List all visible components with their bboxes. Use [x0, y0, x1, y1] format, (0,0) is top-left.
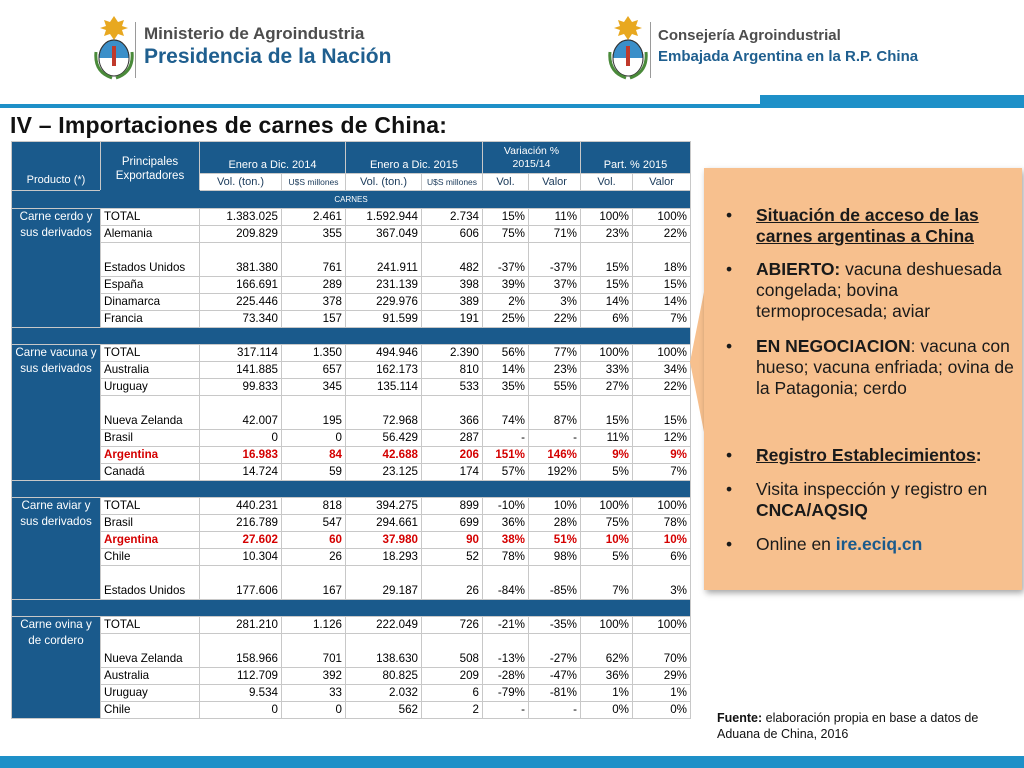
value-cell-v14: 225.446 [200, 293, 282, 310]
value-cell-vval: 55% [529, 378, 581, 395]
value-cell-pv: 36% [581, 667, 633, 684]
exporter-cell: Brasil [101, 514, 200, 531]
table-row [12, 531, 691, 548]
value-cell-pval: 3% [633, 565, 691, 599]
table-row [12, 701, 691, 718]
table-row [12, 633, 691, 667]
abierto-lead: ABIERTO: [756, 259, 841, 279]
top-accent-gap [0, 95, 760, 104]
table-row [12, 616, 691, 633]
exporter-cell: Dinamarca [101, 293, 200, 310]
value-cell-pval: 6% [633, 548, 691, 565]
value-cell-pval: 34% [633, 361, 691, 378]
value-cell-v14: 27.602 [200, 531, 282, 548]
value-cell-vv: - [483, 701, 529, 718]
separator-cell [12, 480, 691, 497]
value-cell-u15: 398 [422, 276, 483, 293]
value-cell-vval: 23% [529, 361, 581, 378]
value-cell-vval: 37% [529, 276, 581, 293]
table-row [12, 565, 691, 599]
value-cell-v14: 1.383.025 [200, 208, 282, 225]
exporter-cell: Alemania [101, 225, 200, 242]
value-cell-u14: 657 [282, 361, 346, 378]
value-cell-u14: 157 [282, 310, 346, 327]
group-separator [12, 599, 691, 616]
value-cell-v15: 42.688 [346, 446, 422, 463]
value-cell-pv: 9% [581, 446, 633, 463]
value-cell-vv: 14% [483, 361, 529, 378]
value-cell-pv: 5% [581, 548, 633, 565]
exporter-cell: Chile [101, 548, 200, 565]
bullet-dot: • [726, 336, 733, 356]
sub-vol-2015: Vol. (ton.) [346, 174, 422, 191]
value-cell-pval: 14% [633, 293, 691, 310]
value-cell-u15: 533 [422, 378, 483, 395]
table-row [12, 208, 691, 225]
value-cell-pval: 22% [633, 378, 691, 395]
value-cell-vval: 51% [529, 531, 581, 548]
negociacion-lead: EN NEGOCIACION [756, 336, 911, 356]
value-cell-v14: 209.829 [200, 225, 282, 242]
table-row [12, 276, 691, 293]
value-cell-u14: 1.350 [282, 344, 346, 361]
value-cell-v15: 394.275 [346, 497, 422, 514]
value-cell-vv: 36% [483, 514, 529, 531]
value-cell-v15: 1.592.944 [346, 208, 422, 225]
exporter-cell: Estados Unidos [101, 242, 200, 276]
value-cell-pval: 78% [633, 514, 691, 531]
value-cell-vv: 35% [483, 378, 529, 395]
bullet-registro [726, 445, 1016, 466]
value-cell-pval: 100% [633, 344, 691, 361]
value-cell-v14: 10.304 [200, 548, 282, 565]
product-cell: Carne cerdo y sus derivados [12, 208, 101, 327]
value-cell-vv: 74% [483, 395, 529, 429]
table-body [12, 208, 691, 718]
col-enero-2015: Enero a Dic. 2015 [346, 142, 483, 174]
value-cell-vval: 22% [529, 310, 581, 327]
carnes-band: CARNES [12, 191, 691, 209]
value-cell-v15: 80.825 [346, 667, 422, 684]
bullet-negociacion [726, 336, 1016, 399]
value-cell-u14: 355 [282, 225, 346, 242]
online-text: Online en [756, 534, 836, 554]
value-cell-u15: 2 [422, 701, 483, 718]
header-divider [650, 22, 651, 78]
bullet-dot: • [726, 259, 733, 279]
bottom-accent-bar [0, 756, 1024, 768]
bullet-acceso [726, 205, 1016, 247]
bullet-dot: • [726, 205, 733, 225]
value-cell-v14: 381.380 [200, 242, 282, 276]
value-cell-pv: 7% [581, 565, 633, 599]
table-row [12, 667, 691, 684]
value-cell-u15: 191 [422, 310, 483, 327]
value-cell-u14: 0 [282, 701, 346, 718]
sub-part-valor: Valor [633, 174, 691, 191]
value-cell-u14: 547 [282, 514, 346, 531]
value-cell-u14: 378 [282, 293, 346, 310]
value-cell-vval: -35% [529, 616, 581, 633]
value-cell-v15: 56.429 [346, 429, 422, 446]
value-cell-v14: 42.007 [200, 395, 282, 429]
table-row [12, 463, 691, 480]
sub-vol-2014: Vol. (ton.) [200, 174, 282, 191]
exporter-cell: TOTAL [101, 344, 200, 361]
imports-table [11, 141, 691, 719]
ire-link[interactable]: ire.eciq.cn [835, 534, 923, 554]
value-cell-u14: 84 [282, 446, 346, 463]
table-row [12, 395, 691, 429]
value-cell-v14: 216.789 [200, 514, 282, 531]
value-cell-vval: 11% [529, 208, 581, 225]
col-enero-2014: Enero a Dic. 2014 [200, 142, 346, 174]
value-cell-v14: 112.709 [200, 667, 282, 684]
coat-of-arms-icon [92, 12, 136, 82]
bullet-dot: • [726, 445, 733, 465]
value-cell-pval: 70% [633, 633, 691, 667]
exporter-cell: Australia [101, 667, 200, 684]
value-cell-vv: 2% [483, 293, 529, 310]
value-cell-u15: 508 [422, 633, 483, 667]
value-cell-pv: 1% [581, 684, 633, 701]
table-row [12, 378, 691, 395]
value-cell-u15: 726 [422, 616, 483, 633]
value-cell-vval: 10% [529, 497, 581, 514]
value-cell-pv: 11% [581, 429, 633, 446]
value-cell-u15: 899 [422, 497, 483, 514]
value-cell-pv: 33% [581, 361, 633, 378]
exporter-cell: Argentina [101, 531, 200, 548]
value-cell-u15: 699 [422, 514, 483, 531]
ministerio-name: Ministerio de Agroindustria [144, 24, 365, 43]
col-part: Part. % 2015 [581, 142, 691, 174]
separator-cell [12, 599, 691, 616]
value-cell-v14: 0 [200, 701, 282, 718]
exporter-cell: TOTAL [101, 497, 200, 514]
value-cell-u14: 701 [282, 633, 346, 667]
value-cell-pv: 15% [581, 276, 633, 293]
value-cell-u15: 174 [422, 463, 483, 480]
value-cell-u14: 59 [282, 463, 346, 480]
value-cell-pv: 100% [581, 616, 633, 633]
value-cell-vv: -79% [483, 684, 529, 701]
value-cell-pval: 10% [633, 531, 691, 548]
value-cell-vv: 78% [483, 548, 529, 565]
value-cell-vv: -13% [483, 633, 529, 667]
sub-usd-2014: U$S millones [282, 174, 346, 191]
value-cell-pval: 15% [633, 276, 691, 293]
table-row [12, 497, 691, 514]
value-cell-v14: 99.833 [200, 378, 282, 395]
value-cell-v15: 135.114 [346, 378, 422, 395]
table-row [12, 446, 691, 463]
value-cell-u14: 26 [282, 548, 346, 565]
table-row [12, 361, 691, 378]
value-cell-v15: 29.187 [346, 565, 422, 599]
value-cell-u15: 2.734 [422, 208, 483, 225]
exporter-cell: Brasil [101, 429, 200, 446]
value-cell-vv: 39% [483, 276, 529, 293]
value-cell-v14: 9.534 [200, 684, 282, 701]
value-cell-vval: -85% [529, 565, 581, 599]
value-cell-vval: 146% [529, 446, 581, 463]
value-cell-u14: 761 [282, 242, 346, 276]
value-cell-vv: -21% [483, 616, 529, 633]
value-cell-v15: 91.599 [346, 310, 422, 327]
value-cell-u14: 392 [282, 667, 346, 684]
value-cell-pv: 0% [581, 701, 633, 718]
exporter-cell: Australia [101, 361, 200, 378]
value-cell-u14: 0 [282, 429, 346, 446]
exporter-cell: España [101, 276, 200, 293]
value-cell-u15: 6 [422, 684, 483, 701]
value-cell-u14: 2.461 [282, 208, 346, 225]
header-divider [135, 22, 136, 78]
value-cell-vv: 15% [483, 208, 529, 225]
value-cell-vval: -27% [529, 633, 581, 667]
value-cell-v14: 166.691 [200, 276, 282, 293]
value-cell-v15: 162.173 [346, 361, 422, 378]
value-cell-vval: 3% [529, 293, 581, 310]
ministerio-logo [92, 12, 391, 82]
table-row [12, 684, 691, 701]
group-separator [12, 327, 691, 344]
page-title: IV – Importaciones de carnes de China: [10, 112, 448, 138]
value-cell-u15: 482 [422, 242, 483, 276]
table-row [12, 310, 691, 327]
value-cell-u15: 90 [422, 531, 483, 548]
separator-cell [12, 327, 691, 344]
abierto-text: vacuna deshuesada congelada; bovina termoprocesada; aviar [756, 259, 1002, 321]
value-cell-v15: 494.946 [346, 344, 422, 361]
exporter-cell: Nueva Zelanda [101, 633, 200, 667]
value-cell-u15: 52 [422, 548, 483, 565]
group-separator [12, 480, 691, 497]
table-row [12, 293, 691, 310]
value-cell-u15: 810 [422, 361, 483, 378]
value-cell-v14: 158.966 [200, 633, 282, 667]
value-cell-pv: 27% [581, 378, 633, 395]
value-cell-vv: -10% [483, 497, 529, 514]
acceso-heading: Situación de acceso de las carnes argentinas a China [756, 205, 979, 246]
value-cell-u15: 366 [422, 395, 483, 429]
bullet-dot: • [726, 534, 733, 554]
exporter-cell: Uruguay [101, 378, 200, 395]
value-cell-u14: 195 [282, 395, 346, 429]
exporter-cell: Uruguay [101, 684, 200, 701]
bullet-abierto [726, 259, 1016, 322]
coat-of-arms-icon [606, 12, 650, 82]
value-cell-pval: 7% [633, 463, 691, 480]
value-cell-pv: 14% [581, 293, 633, 310]
value-cell-pv: 62% [581, 633, 633, 667]
value-cell-u14: 60 [282, 531, 346, 548]
table-row [12, 344, 691, 361]
sub-part-vol: Vol. [581, 174, 633, 191]
sub-usd-2015: U$S millones [422, 174, 483, 191]
value-cell-u14: 167 [282, 565, 346, 599]
value-cell-v15: 367.049 [346, 225, 422, 242]
value-cell-vv: 38% [483, 531, 529, 548]
value-cell-pv: 23% [581, 225, 633, 242]
value-cell-pval: 15% [633, 395, 691, 429]
value-cell-pv: 5% [581, 463, 633, 480]
table-row [12, 514, 691, 531]
value-cell-pv: 15% [581, 395, 633, 429]
exporter-cell: Argentina [101, 446, 200, 463]
value-cell-vv: -28% [483, 667, 529, 684]
value-cell-vval: 98% [529, 548, 581, 565]
product-cell: Carne aviar y sus derivados [12, 497, 101, 599]
source-lead: Fuente: [717, 711, 763, 725]
value-cell-v14: 73.340 [200, 310, 282, 327]
value-cell-u15: 389 [422, 293, 483, 310]
value-cell-v15: 37.980 [346, 531, 422, 548]
value-cell-pval: 100% [633, 497, 691, 514]
value-cell-pval: 7% [633, 310, 691, 327]
exporter-cell: Francia [101, 310, 200, 327]
bullet-dot: • [726, 479, 733, 499]
value-cell-v14: 14.724 [200, 463, 282, 480]
col-variacion: Variación % 2015/14 [483, 142, 581, 174]
value-cell-v15: 229.976 [346, 293, 422, 310]
value-cell-v15: 72.968 [346, 395, 422, 429]
value-cell-pv: 100% [581, 497, 633, 514]
value-cell-vval: 71% [529, 225, 581, 242]
value-cell-vv: 25% [483, 310, 529, 327]
product-cell: Carne ovina y de cordero [12, 616, 101, 718]
value-cell-v15: 18.293 [346, 548, 422, 565]
value-cell-vv: -84% [483, 565, 529, 599]
value-cell-vval: - [529, 429, 581, 446]
value-cell-vval: 192% [529, 463, 581, 480]
exporter-cell: TOTAL [101, 208, 200, 225]
value-cell-v14: 317.114 [200, 344, 282, 361]
value-cell-v14: 440.231 [200, 497, 282, 514]
embajada-name: Embajada Argentina en la R.P. China [658, 48, 919, 65]
value-cell-vval: -81% [529, 684, 581, 701]
value-cell-vv: 57% [483, 463, 529, 480]
table-row [12, 242, 691, 276]
bullet-online [726, 534, 1016, 555]
col-principales: Principales Exportadores [101, 142, 200, 191]
value-cell-pv: 6% [581, 310, 633, 327]
value-cell-vval: - [529, 701, 581, 718]
table-row [12, 225, 691, 242]
value-cell-pval: 22% [633, 225, 691, 242]
col-producto: Producto (*) [12, 142, 101, 191]
value-cell-pval: 9% [633, 446, 691, 463]
value-cell-v15: 138.630 [346, 633, 422, 667]
value-cell-u15: 606 [422, 225, 483, 242]
bullet-visita [726, 479, 1016, 521]
value-cell-vv: - [483, 429, 529, 446]
value-cell-u15: 206 [422, 446, 483, 463]
value-cell-pval: 29% [633, 667, 691, 684]
consejeria-logo [606, 12, 918, 82]
value-cell-pv: 100% [581, 208, 633, 225]
value-cell-u14: 345 [282, 378, 346, 395]
value-cell-v15: 294.661 [346, 514, 422, 531]
source-note [717, 710, 1007, 742]
value-cell-v15: 23.125 [346, 463, 422, 480]
value-cell-pval: 100% [633, 208, 691, 225]
value-cell-u15: 2.390 [422, 344, 483, 361]
value-cell-vv: 56% [483, 344, 529, 361]
value-cell-u14: 289 [282, 276, 346, 293]
registro-heading: Registro Establecimientos [756, 445, 976, 465]
consejeria-name: Consejería Agroindustrial [658, 27, 841, 44]
value-cell-u14: 818 [282, 497, 346, 514]
sub-var-valor: Valor [529, 174, 581, 191]
value-cell-pv: 100% [581, 344, 633, 361]
value-cell-u15: 209 [422, 667, 483, 684]
table-row [12, 429, 691, 446]
value-cell-pval: 18% [633, 242, 691, 276]
cnca-text: CNCA/AQSIQ [756, 500, 868, 520]
table-row [12, 548, 691, 565]
value-cell-vval: 28% [529, 514, 581, 531]
value-cell-vv: 151% [483, 446, 529, 463]
presidencia-name: Presidencia de la Nación [144, 45, 392, 68]
value-cell-v14: 16.983 [200, 446, 282, 463]
value-cell-vv: -37% [483, 242, 529, 276]
sub-var-vol: Vol. [483, 174, 529, 191]
value-cell-v14: 281.210 [200, 616, 282, 633]
value-cell-vval: -37% [529, 242, 581, 276]
value-cell-v14: 141.885 [200, 361, 282, 378]
value-cell-v15: 222.049 [346, 616, 422, 633]
value-cell-v15: 241.911 [346, 242, 422, 276]
value-cell-u14: 1.126 [282, 616, 346, 633]
value-cell-pval: 12% [633, 429, 691, 446]
value-cell-v15: 2.032 [346, 684, 422, 701]
exporter-cell: Nueva Zelanda [101, 395, 200, 429]
registro-colon: : [975, 445, 982, 465]
value-cell-pval: 1% [633, 684, 691, 701]
value-cell-vval: -47% [529, 667, 581, 684]
value-cell-v14: 0 [200, 429, 282, 446]
value-cell-u15: 287 [422, 429, 483, 446]
value-cell-v15: 231.139 [346, 276, 422, 293]
value-cell-vval: 77% [529, 344, 581, 361]
value-cell-v15: 562 [346, 701, 422, 718]
value-cell-pv: 75% [581, 514, 633, 531]
negociacion-text: : vacuna con hueso; vacuna enfriada; ovina de la Patagonia; cerdo [756, 336, 1014, 398]
exporter-cell: Chile [101, 701, 200, 718]
value-cell-pv: 10% [581, 531, 633, 548]
visita-text: Visita inspección y registro en [756, 479, 988, 499]
exporter-cell: Estados Unidos [101, 565, 200, 599]
exporter-cell: TOTAL [101, 616, 200, 633]
value-cell-vval: 87% [529, 395, 581, 429]
value-cell-u15: 26 [422, 565, 483, 599]
source-text: elaboración propia en base a datos de Aduana de China, 2016 [717, 711, 979, 741]
value-cell-v14: 177.606 [200, 565, 282, 599]
value-cell-pval: 0% [633, 701, 691, 718]
exporter-cell: Canadá [101, 463, 200, 480]
value-cell-vv: 75% [483, 225, 529, 242]
value-cell-pval: 100% [633, 616, 691, 633]
value-cell-pv: 15% [581, 242, 633, 276]
header [0, 0, 1024, 95]
value-cell-u14: 33 [282, 684, 346, 701]
product-cell: Carne vacuna y sus derivados [12, 344, 101, 480]
